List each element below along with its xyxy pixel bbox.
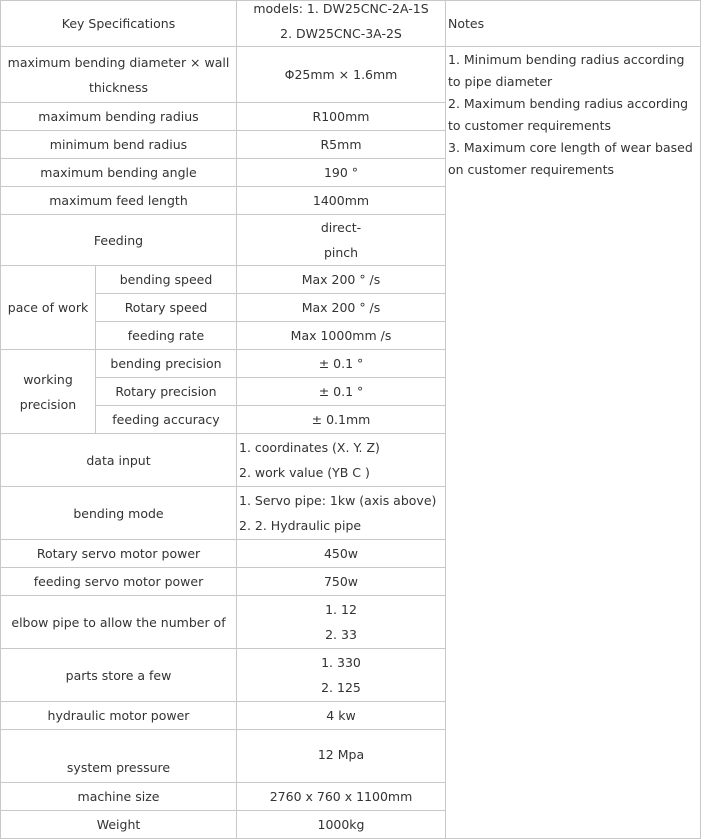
row-value-max-radius: R100mm <box>237 103 446 131</box>
row-value-bending-speed: Max 200 ° /s <box>237 266 446 294</box>
row-label-feed-motor: feeding servo motor power <box>1 568 237 596</box>
header-spec-label: Key Specifications <box>1 1 237 47</box>
data-input-line-2: 2. work value (YB C ) <box>239 465 370 480</box>
row-value-max-feed: 1400mm <box>237 187 446 215</box>
row-value-rotary-precision: ± 0.1 ° <box>237 378 446 406</box>
row-label-data-input: data input <box>1 434 237 487</box>
model-line-2: 2. DW25CNC-3A-2S <box>280 26 402 41</box>
note-item-3: 3. Maximum core length of wear based on customer requirements <box>448 140 693 177</box>
row-value-system-pressure: 12 Mpa <box>237 730 446 783</box>
row-value-rotary-motor: 450w <box>237 540 446 568</box>
row-value-max-angle: 190 ° <box>237 159 446 187</box>
header-models-cell <box>237 1 446 47</box>
row-value-bending-precision: ± 0.1 ° <box>237 350 446 378</box>
notes-cell <box>446 47 701 839</box>
parts-store-line-2: 2. 125 <box>321 680 361 695</box>
row-label-max-radius: maximum bending radius <box>1 103 237 131</box>
row-value-max-diameter: Φ25mm × 1.6mm <box>237 47 446 103</box>
header-row <box>1 1 701 47</box>
row-label-bending-speed: bending speed <box>96 266 237 294</box>
row-label-feeding-rate: feeding rate <box>96 322 237 350</box>
row-value-feeding-accuracy: ± 0.1mm <box>237 406 446 434</box>
precision-group-line-1: working <box>23 371 73 387</box>
data-input-line-1: 1. coordinates (X. Y. Z) <box>239 440 380 455</box>
row-label-max-feed: maximum feed length <box>1 187 237 215</box>
row-value-min-radius: R5mm <box>237 131 446 159</box>
row-label-parts-store: parts store a few <box>1 649 237 702</box>
row-label-feeding-accuracy: feeding accuracy <box>96 406 237 434</box>
row-value-machine-size: 2760 x 760 x 1100mm <box>237 783 446 811</box>
row-label-machine-size: machine size <box>1 783 237 811</box>
group-label-precision <box>1 350 96 434</box>
model-line-1: models: 1. DW25CNC-2A-1S <box>253 1 429 16</box>
row-label-feeding: Feeding <box>1 215 237 266</box>
row-label-rotary-motor: Rotary servo motor power <box>1 540 237 568</box>
row-label-rotary-precision: Rotary precision <box>96 378 237 406</box>
row-label-max-angle: maximum bending angle <box>1 159 237 187</box>
group-label-pace: pace of work <box>1 266 96 350</box>
elbow-value-line-2: 2. 33 <box>325 627 357 642</box>
row-value-feeding-rate: Max 1000mm /s <box>237 322 446 350</box>
bending-mode-line-1: 1. Servo pipe: 1kw (axis above) <box>239 493 437 508</box>
row-value-bending-mode <box>237 487 446 540</box>
row-label-system-pressure: system pressure <box>1 730 237 783</box>
row-label-min-radius: minimum bend radius <box>1 131 237 159</box>
row-label-elbow: elbow pipe to allow the number of <box>1 596 237 649</box>
row-label-bending-mode: bending mode <box>1 487 237 540</box>
row-value-weight: 1000kg <box>237 811 446 839</box>
row-label-weight: Weight <box>1 811 237 839</box>
row-value-parts-store <box>237 649 446 702</box>
parts-store-line-1: 1. 330 <box>321 655 361 670</box>
table-row <box>1 47 701 103</box>
precision-group-line-2: precision <box>19 396 77 412</box>
header-notes-label: Notes <box>446 1 701 47</box>
row-value-rotary-speed: Max 200 ° /s <box>237 294 446 322</box>
note-item-1: 1. Minimum bending radius according to pipe diameter <box>448 52 685 89</box>
row-value-hydraulic-motor: 4 kw <box>237 702 446 730</box>
elbow-value-line-1: 1. 12 <box>325 602 357 617</box>
row-label-hydraulic-motor: hydraulic motor power <box>1 702 237 730</box>
row-label-bending-precision: bending precision <box>96 350 237 378</box>
feeding-value-line-2: pinch <box>323 245 359 260</box>
feeding-value-line-1: direct- <box>320 220 362 235</box>
bending-mode-line-2: 2. 2. Hydraulic pipe <box>239 518 362 533</box>
row-label-max-diameter: maximum bending diameter × wall thickness <box>1 47 237 103</box>
row-value-data-input <box>237 434 446 487</box>
row-label-rotary-speed: Rotary speed <box>96 294 237 322</box>
row-value-feeding <box>237 215 446 266</box>
row-value-feed-motor: 750w <box>237 568 446 596</box>
note-item-2: 2. Maximum bending radius according to customer requirements <box>448 96 689 133</box>
row-value-elbow <box>237 596 446 649</box>
